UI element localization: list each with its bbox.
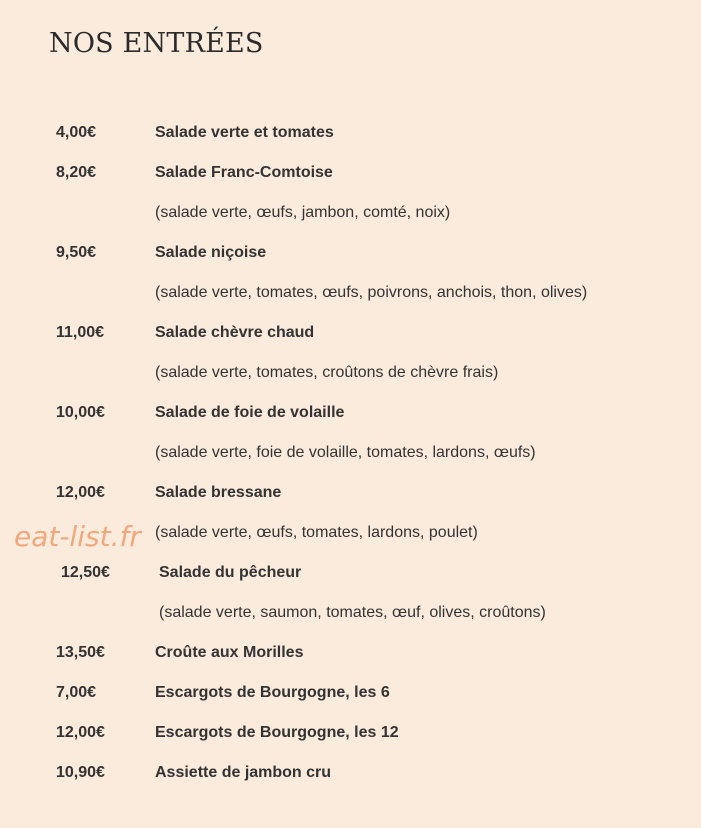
item-name: Salade du pêcheur bbox=[159, 564, 302, 581]
menu-item-row bbox=[0, 393, 701, 433]
item-description: (salade verte, tomates, croûtons de chèvre frais) bbox=[155, 364, 499, 381]
menu-item-description-row bbox=[0, 193, 701, 233]
menu-item-row bbox=[0, 233, 701, 273]
watermark: eat-list.fr bbox=[14, 520, 141, 553]
menu-item-row bbox=[0, 553, 701, 593]
item-price: 7,00€ bbox=[56, 684, 97, 701]
item-description: (salade verte, saumon, tomates, œuf, olives, croûtons) bbox=[159, 604, 546, 621]
item-name: Salade de foie de volaille bbox=[155, 404, 345, 421]
item-price: 11,00€ bbox=[56, 324, 105, 341]
item-name: Escargots de Bourgogne, les 6 bbox=[155, 684, 390, 701]
item-price: 12,00€ bbox=[56, 724, 105, 741]
item-name: Salade Franc-Comtoise bbox=[155, 164, 333, 181]
item-price: 13,50€ bbox=[56, 644, 105, 661]
item-name: Croûte aux Morilles bbox=[155, 644, 304, 661]
item-name: Salade niçoise bbox=[155, 244, 267, 261]
page-title: NOS ENTRÉES bbox=[49, 28, 264, 59]
menu-item-row bbox=[0, 753, 701, 793]
item-name: Salade bressane bbox=[155, 484, 282, 501]
item-name: Salade chèvre chaud bbox=[155, 324, 315, 341]
item-name: Escargots de Bourgogne, les 12 bbox=[155, 724, 399, 741]
item-description: (salade verte, foie de volaille, tomates, lardons, œufs) bbox=[155, 444, 536, 461]
menu-item-row bbox=[0, 673, 701, 713]
menu-item-description-row bbox=[0, 433, 701, 473]
item-description: (salade verte, œufs, jambon, comté, noix) bbox=[155, 204, 451, 221]
item-description: (salade verte, œufs, tomates, lardons, poulet) bbox=[155, 524, 478, 541]
menu-item-row bbox=[0, 473, 701, 513]
item-name: Salade verte et tomates bbox=[155, 124, 334, 141]
item-description: (salade verte, tomates, œufs, poivrons, anchois, thon, olives) bbox=[155, 284, 588, 301]
item-name: Assiette de jambon cru bbox=[155, 764, 332, 781]
menu-item-row bbox=[0, 633, 701, 673]
item-price: 8,20€ bbox=[56, 164, 97, 181]
menu-item-row bbox=[0, 313, 701, 353]
menu-item-row bbox=[0, 113, 701, 153]
item-price: 10,90€ bbox=[56, 764, 105, 781]
item-price: 12,50€ bbox=[61, 564, 110, 581]
item-price: 10,00€ bbox=[56, 404, 105, 421]
item-price: 12,00€ bbox=[56, 484, 105, 501]
menu-item-description-row bbox=[0, 353, 701, 393]
menu-item-row bbox=[0, 153, 701, 193]
menu-item-description-row bbox=[0, 593, 701, 633]
item-price: 4,00€ bbox=[56, 124, 97, 141]
menu-item-row bbox=[0, 713, 701, 753]
menu-item-description-row bbox=[0, 273, 701, 313]
item-price: 9,50€ bbox=[56, 244, 97, 261]
